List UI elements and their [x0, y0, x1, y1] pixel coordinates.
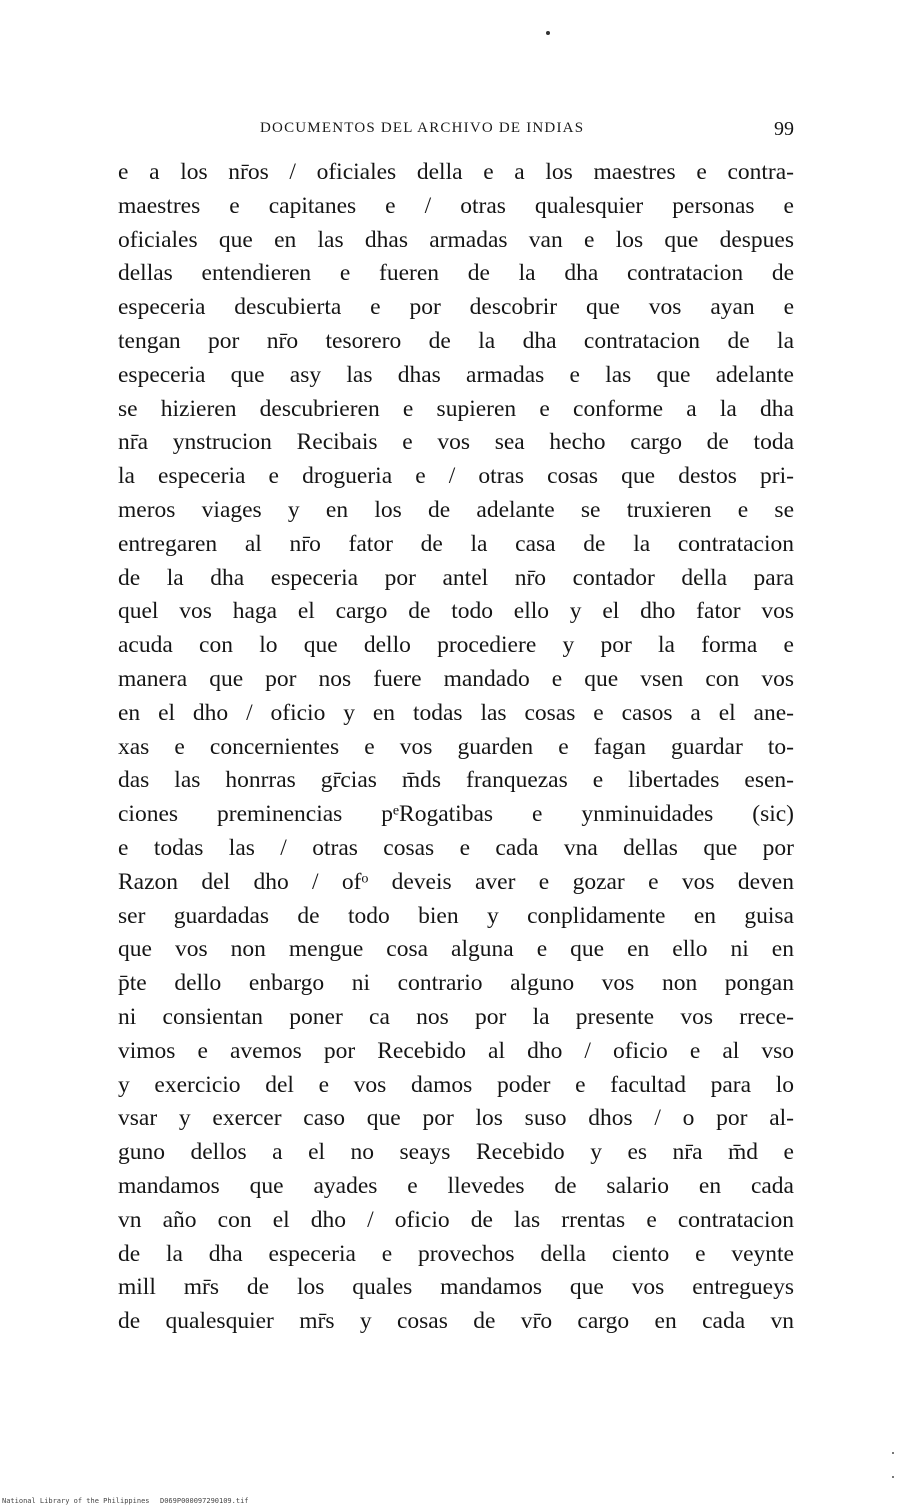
text-line: quel vos haga el cargo de todo ello y el dho fator vos — [118, 598, 794, 625]
text-line: ser guardadas de todo bien y conplidamente en guisa — [118, 902, 794, 929]
text-line: ni consientan poner ca nos por la presente vos rrece- — [118, 1003, 794, 1030]
text-line: dellas entendieren e fueren de la dha contratacion de — [118, 260, 794, 287]
text-line: de la dha especeria e provechos della ciento e veynte — [118, 1240, 794, 1267]
text-line: maestres e capitanes e / otras qualesquier personas e — [118, 192, 794, 219]
text-line: mill mr̄s de los quales mandamos que vos entregueys — [118, 1274, 794, 1301]
text-line: tengan por nr̄o tesorero de la dha contratacion de la — [118, 327, 794, 354]
text-line: vn año con el dho / oficio de las rrentas e contratacion — [118, 1206, 794, 1233]
text-line: guno dellos a el no seays Recebido y es nr̄a m̄d e — [118, 1139, 794, 1166]
scan-speck — [546, 31, 550, 35]
page-header — [118, 118, 794, 144]
text-line: Razon del dho / ofᵒ deveis aver e gozar e vos deven — [118, 868, 794, 895]
text-line: e a los nr̄os / oficiales della e a los maestres e contra- — [118, 159, 794, 185]
text-line: se hizieren descubrieren e supieren e conforme a la dha — [118, 395, 794, 422]
text-line: la especeria e drogueria e / otras cosas que destos pri- — [118, 463, 794, 490]
body-text — [118, 156, 794, 1339]
text-line: especeria que asy las dhas armadas e las que adelante — [118, 361, 794, 388]
text-line: meros viages y en los de adelante se truxieren e se — [118, 496, 794, 523]
text-line: especeria descubierta e por descobrir que vos ayan e — [118, 294, 794, 321]
text-line: entregaren al nr̄o fator de la casa de la contratacion — [118, 530, 794, 557]
text-line: de qualesquier mr̄s y cosas de vr̄o cargo en cada vn — [118, 1308, 794, 1335]
page-number: 99 — [774, 118, 794, 140]
scan-footer-library: National Library of the Philippines — [2, 1497, 150, 1505]
running-head: DOCUMENTOS DEL ARCHIVO DE INDIAS — [260, 120, 585, 136]
scan-footer-file-id: D069P000097290109.tif — [160, 1497, 249, 1505]
text-line: vsar y exercer caso que por los suso dhos / o por al- — [118, 1105, 794, 1132]
text-line: manera que por nos fuere mandado e que vsen con vos — [118, 665, 794, 692]
text-line: das las honrras gr̄cias m̄ds franquezas e libertades esen- — [118, 767, 794, 794]
text-line: mandamos que ayades e llevedes de salario en cada — [118, 1172, 794, 1199]
text-line: p̄te dello enbargo ni contrario alguno vos non pongan — [118, 970, 794, 997]
text-line: oficiales que en las dhas armadas van e los que despues — [118, 226, 794, 253]
text-line: vimos e avemos por Recebido al dho / oficio e al vso — [118, 1037, 794, 1064]
text-line: que vos non mengue cosa alguna e que en ello ni en — [118, 936, 794, 963]
text-line: y exercicio del e vos damos poder e facultad para lo — [118, 1071, 794, 1098]
text-line: ciones preminencias pᵉRogatibas e ynminuidades (sic) — [118, 801, 794, 828]
text-line: en el dho / oficio y en todas las cosas e casos a el ane- — [118, 699, 794, 726]
text-line: acuda con lo que dello procediere y por la forma e — [118, 632, 794, 659]
scan-edge-mark — [892, 1476, 894, 1478]
text-line: e todas las / otras cosas e cada vna dellas que por — [118, 834, 794, 861]
text-line: xas e concernientes e vos guarden e fagan guardar to- — [118, 733, 794, 760]
text-line: de la dha especeria por antel nr̄o contador della para — [118, 564, 794, 591]
text-line: nr̄a ynstrucion Recibais e vos sea hecho cargo de toda — [118, 429, 794, 456]
scan-edge-mark — [892, 1452, 894, 1454]
